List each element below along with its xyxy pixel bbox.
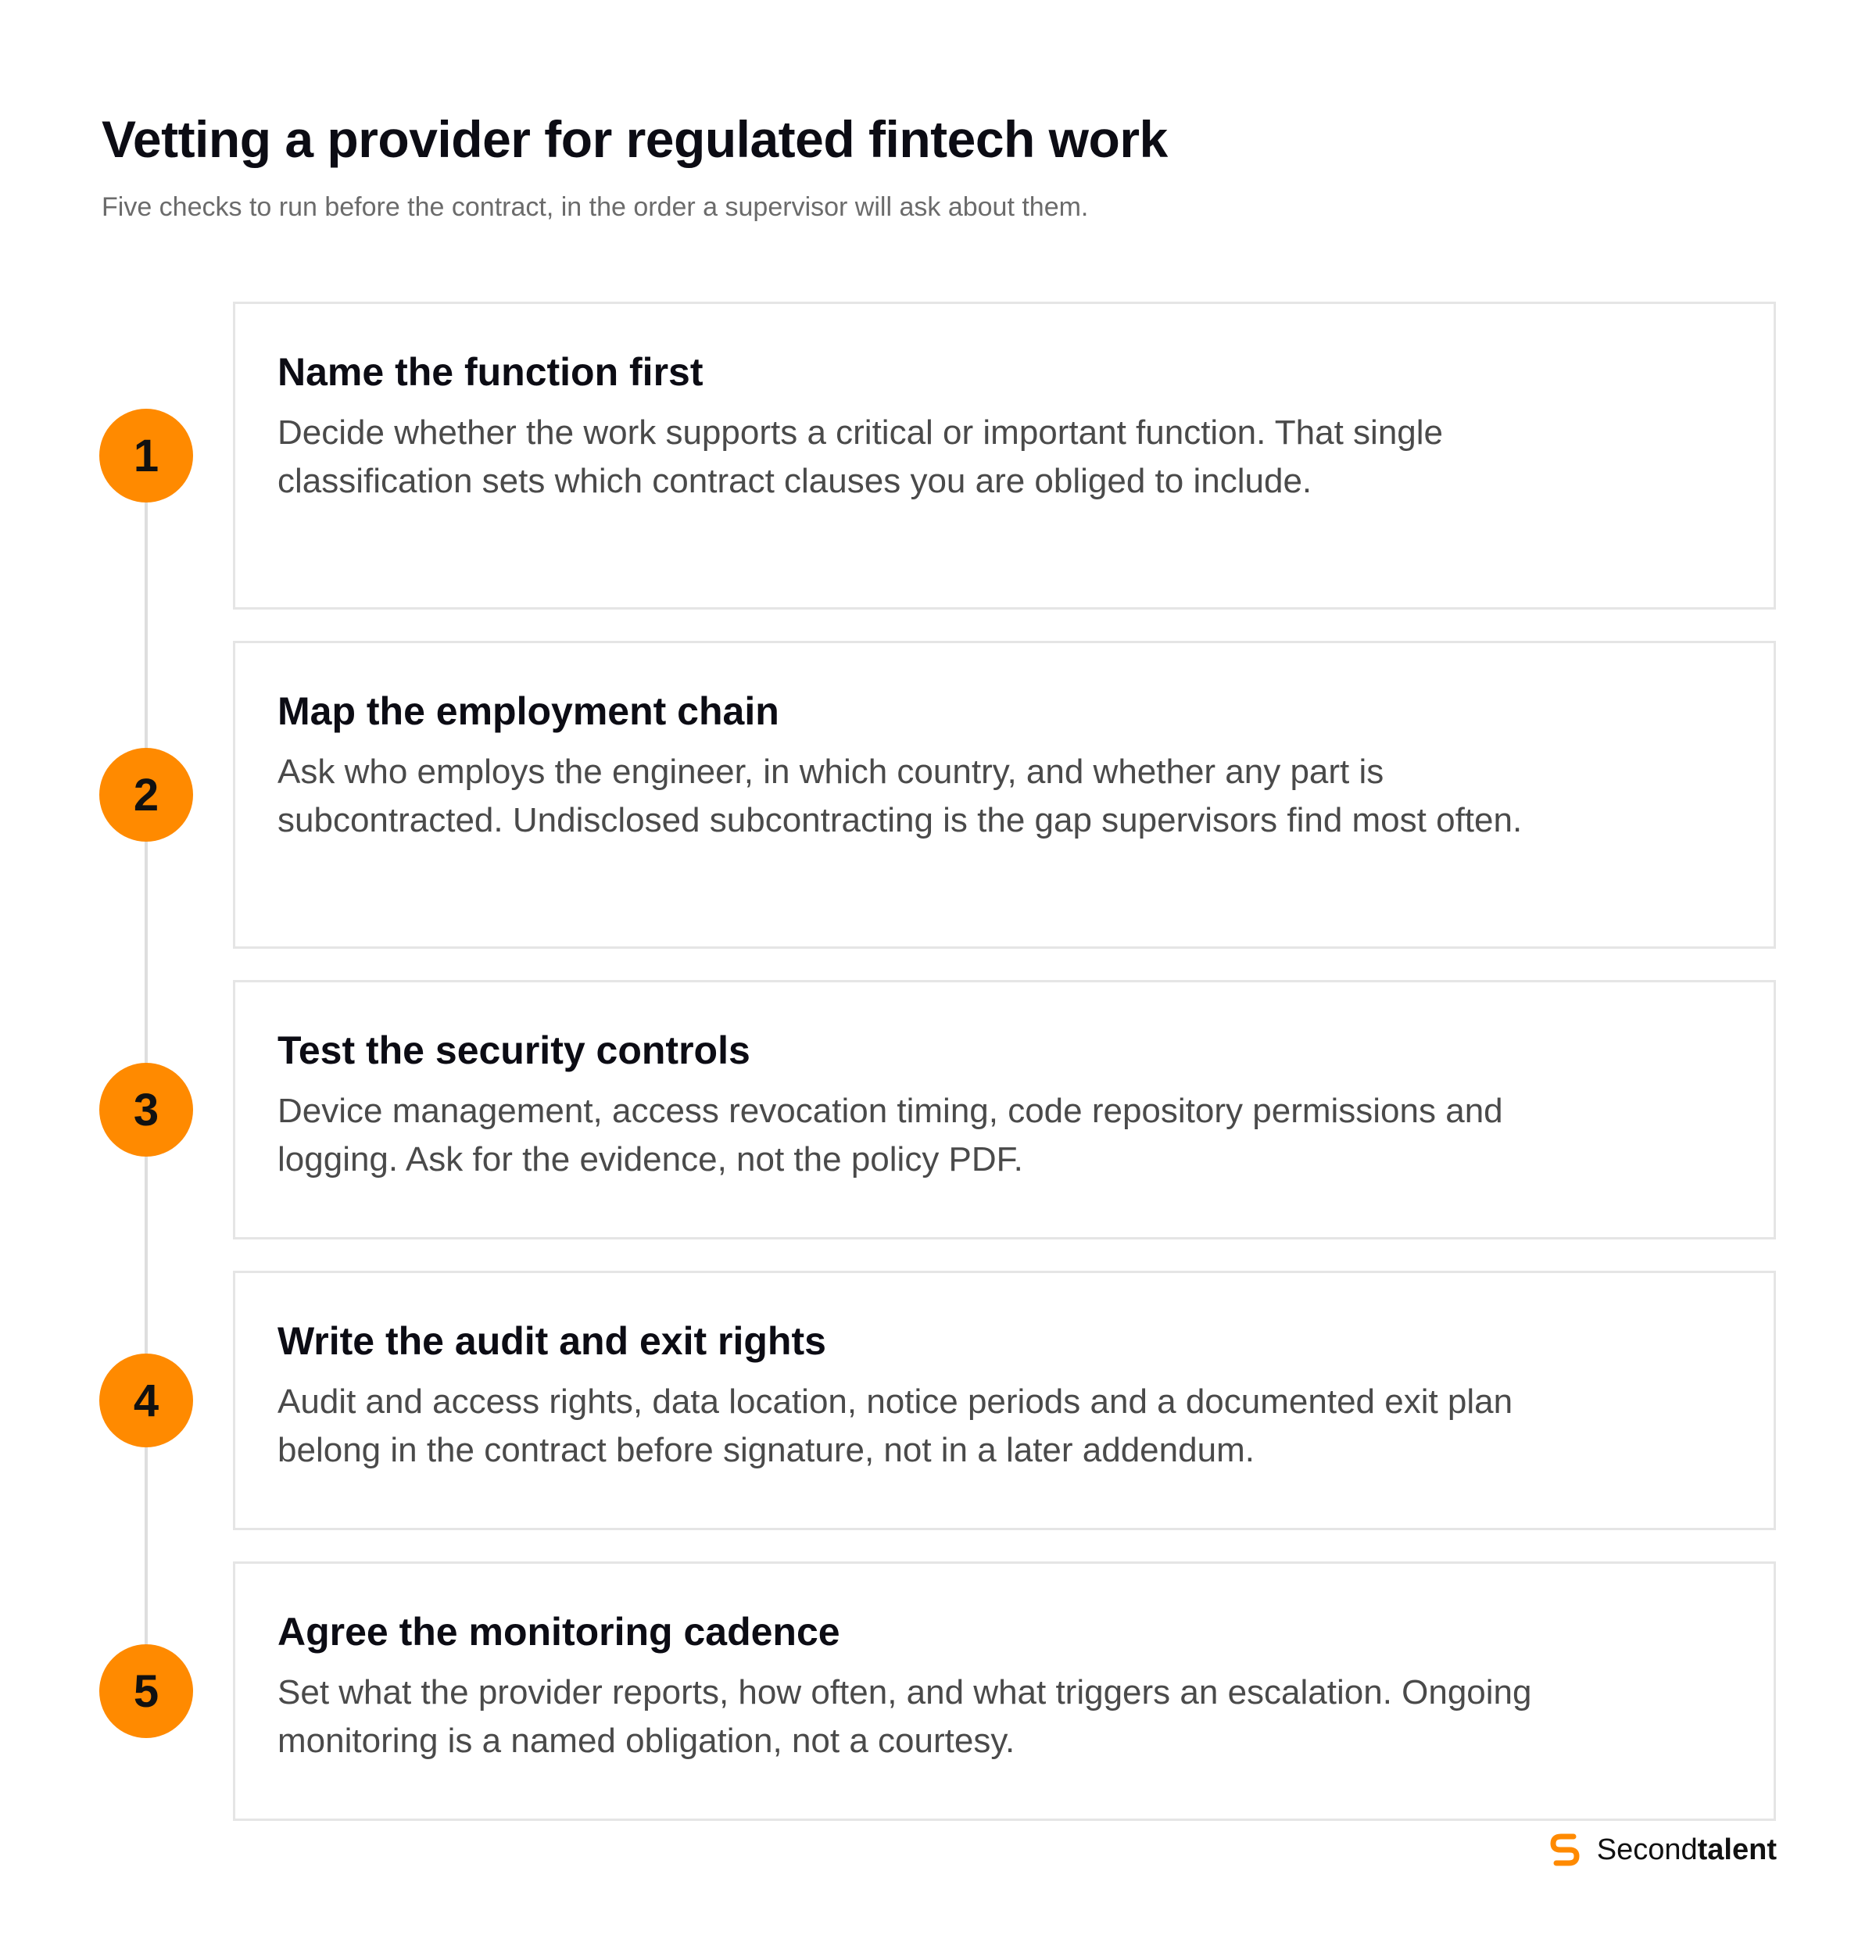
step-heading: Map the employment chain: [277, 689, 779, 733]
step-heading: Write the audit and exit rights: [277, 1319, 826, 1363]
step-body: Audit and access rights, data location, notice periods and a documented exit plan belong in the contract before signature, not in a later addendum.: [277, 1382, 1513, 1469]
step-heading: Test the security controls: [277, 1028, 750, 1072]
step-number-badge: 4: [99, 1354, 193, 1447]
secondtalent-logo-icon: [1544, 1829, 1586, 1871]
step-body: Ask who employs the engineer, in which country, and whether any part is subcontracted. Undisclosed subcontracting is the gap supervisors find most often.: [277, 753, 1523, 839]
step-card: [233, 302, 1776, 610]
brand-logo: [1544, 1829, 1777, 1871]
step-number-badge: 2: [99, 748, 193, 842]
page-title: Vetting a provider for regulated fintech work: [102, 110, 1168, 168]
brand-name-bold: talent: [1697, 1833, 1777, 1866]
step-heading: Agree the monitoring cadence: [277, 1610, 840, 1654]
step-card: [233, 980, 1776, 1239]
page-subtitle: Five checks to run before the contract, in the order a supervisor will ask about them.: [102, 192, 1089, 222]
brand-name: [1597, 1833, 1777, 1867]
step-number-badge: 5: [99, 1644, 193, 1738]
step-heading: Name the function first: [277, 350, 704, 394]
step-number-badge: 3: [99, 1063, 193, 1157]
step-body: Device management, access revocation timing, code repository permissions and logging. Ask for the evidence, not the policy PDF.: [277, 1092, 1503, 1179]
brand-name-regular: Second: [1596, 1833, 1698, 1866]
step-card: [233, 1271, 1776, 1530]
step-card: [233, 1561, 1776, 1821]
step-number-badge: 1: [99, 409, 193, 503]
step-body: Decide whether the work supports a critical or important function. That single classification sets which contract clauses you are obliged to include.: [277, 413, 1444, 500]
step-card: [233, 641, 1776, 949]
step-body: Set what the provider reports, how often, and what triggers an escalation. Ongoing monitoring is a named obligation, not a courtesy.: [277, 1673, 1532, 1760]
